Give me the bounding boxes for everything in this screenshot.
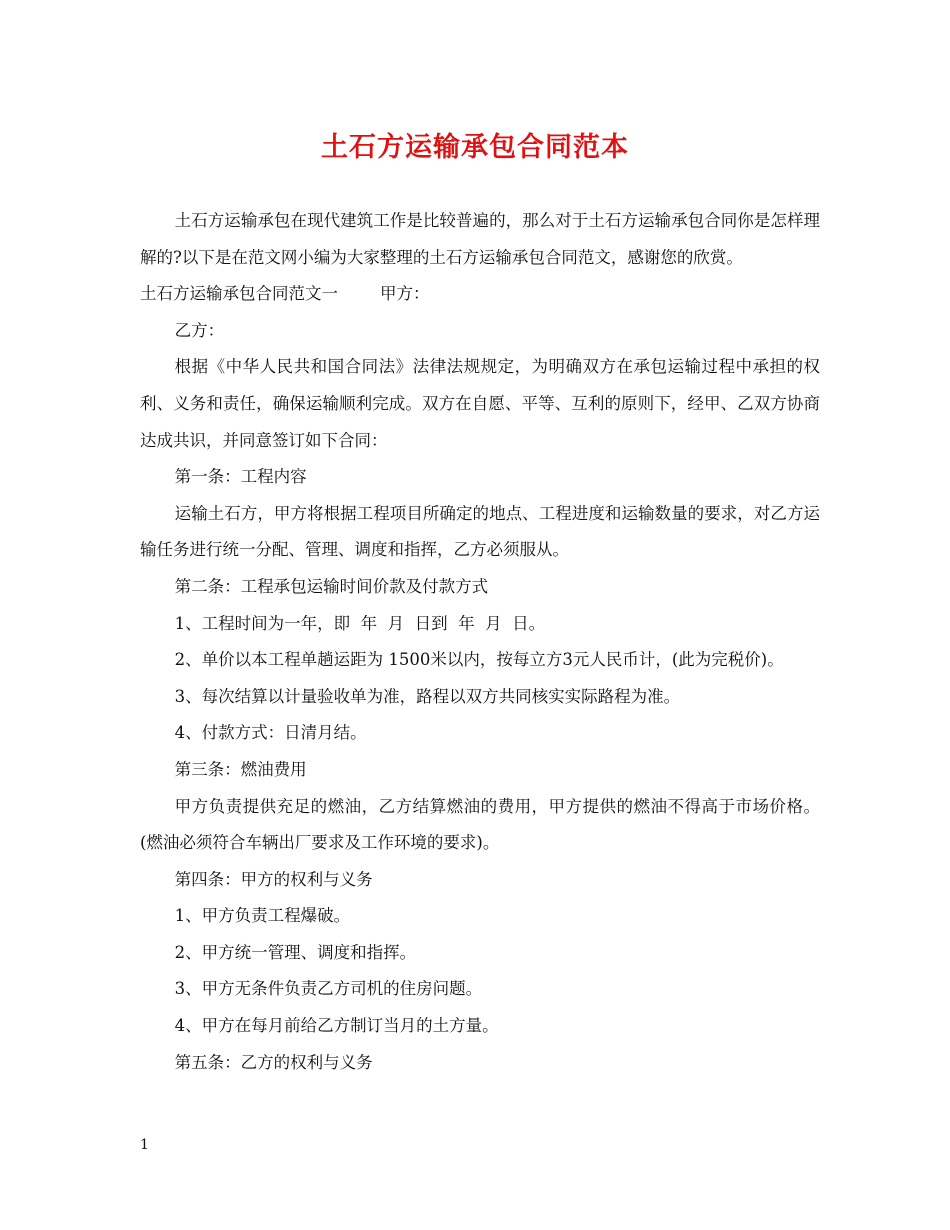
article-4-item-4: 4、甲方在每月前给乙方制订当月的土方量。 [174, 1016, 499, 1036]
article-4-item-3: 3、甲方无条件负责乙方司机的住房问题。 [174, 979, 483, 999]
article-4-item-1: 1、甲方负责工程爆破。 [174, 906, 351, 926]
article-2-item-2: 2、单价以本工程单趟运距为 1500米以内，按每立方3元人民币计，(此为完税价)。 [174, 650, 784, 670]
article-2-item-1: 1、工程时间为一年，即 年 月 日到 年 月 日。 [174, 613, 546, 633]
page-number: 1 [140, 1137, 149, 1153]
document-body [140, 203, 820, 1081]
article-4-title: 第四条：甲方的权利与义务 [174, 869, 373, 889]
sample-heading-line [140, 276, 820, 313]
article-1-title: 第一条：工程内容 [174, 467, 307, 487]
article-3-title: 第三条：燃油费用 [174, 759, 307, 779]
article-4-item-2: 2、甲方统一管理、调度和指挥。 [174, 942, 417, 962]
sample-heading: 土石方运输承包合同范文一 [140, 284, 338, 304]
article-3-text: 甲方负责提供充足的燃油，乙方结算燃油的费用，甲方提供的燃油不得高于市场价格。(燃油必须符合车辆出厂要求及工作环境的要求)。 [140, 796, 820, 853]
document-title: 土石方运输承包合同范本 [321, 132, 629, 163]
article-5-title: 第五条：乙方的权利与义务 [174, 1052, 373, 1072]
party-a-label: 甲方： [380, 284, 430, 304]
party-b-label: 乙方： [174, 320, 225, 340]
article-2-title: 第二条：工程承包运输时间价款及付款方式 [174, 576, 489, 596]
preamble-paragraph: 根据《中华人民共和国合同法》法律法规规定，为明确双方在承包运输过程中承担的权利、义务和责任，确保运输顺利完成。双方在自愿、平等、互利的原则下，经甲、乙双方协商达成共识，并同意签订如下合同： [140, 357, 820, 450]
intro-paragraph: 土石方运输承包在现代建筑工作是比较普遍的，那么对于土石方运输承包合同你是怎样理解的?以下是在范文网小编为大家整理的土石方运输承包合同范文，感谢您的欣赏。 [140, 211, 820, 267]
article-2-item-4: 4、付款方式：日清月结。 [174, 723, 367, 743]
article-1-text: 运输土石方，甲方将根据工程项目所确定的地点、工程进度和运输数量的要求，对乙方运输任务进行统一分配、管理、调度和指挥，乙方必须服从。 [140, 503, 820, 560]
article-2-item-3: 3、每次结算以计量验收单为准，路程以双方共同核实实际路程为准。 [174, 686, 681, 706]
